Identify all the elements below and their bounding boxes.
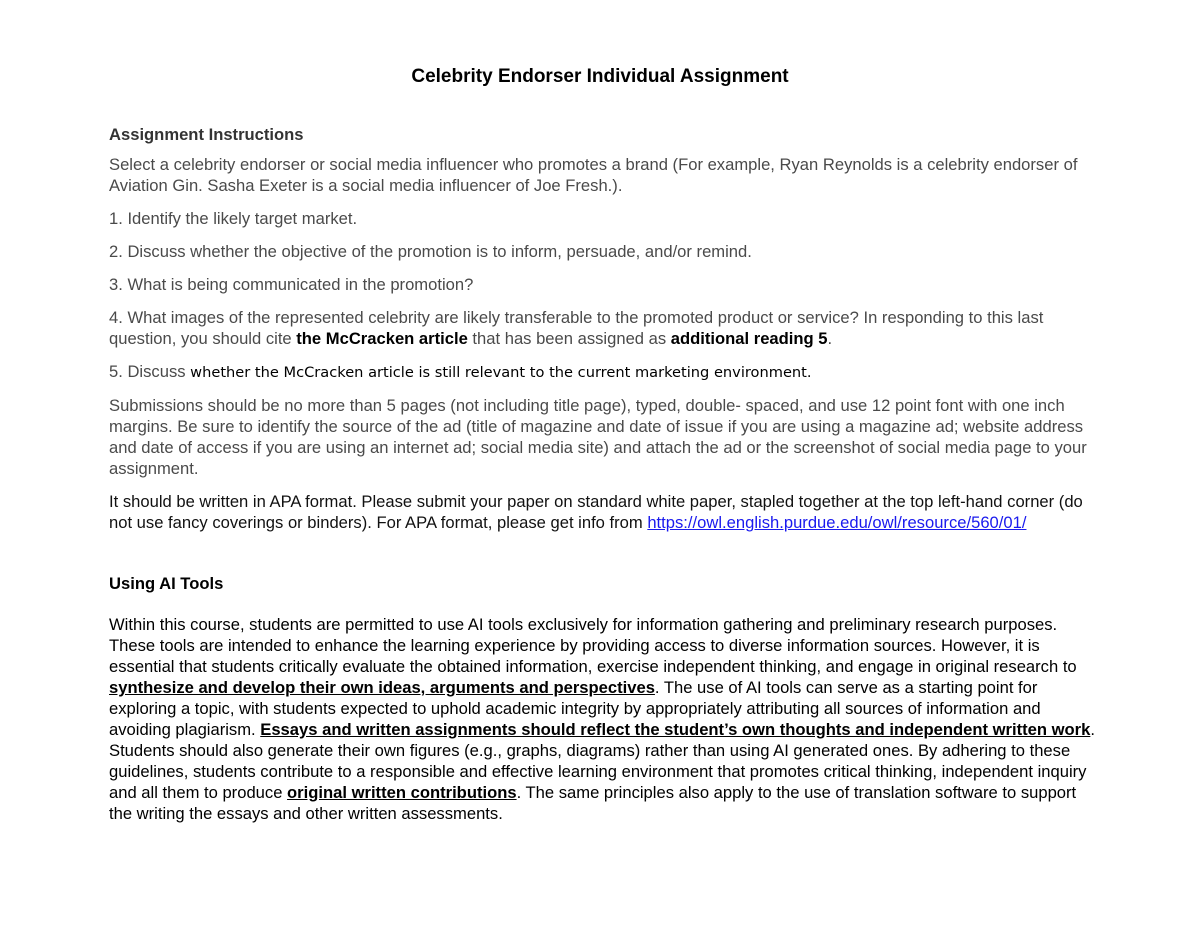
question-4-text: 4. What images of the represented celebrity are likely transferable to the promoted product or service? In responding to this last question, you should cite [109,308,1044,348]
document-title: Celebrity Endorser Individual Assignment [411,66,789,87]
instructions-intro: Select a celebrity endorser or social media influencer who promotes a brand (For example, Ryan Reynolds is a celebrity endorser of Aviation Gin. Sasha Exeter is a social media influencer of Joe Fresh.). [109,155,1078,195]
mccracken-article-reference: the McCracken article [296,329,468,348]
ai-tools-heading: Using AI Tools [109,574,224,593]
submission-requirements: Submissions should be no more than 5 pages (not including title page), typed, double- spaced, and use 12 point font with one inch margins. Be sure to identify the source of the ad (title of magazine and date of issue if you are using a magazine ad; website address and date of access if you are using an internet ad; social media site) and attach the ad or the screenshot of social media page to your assignment. [109,396,1087,478]
question-5 [109,361,1099,383]
ai-policy-text-3: . Students should also generate their own figures (e.g., graphs, diagrams) rather than using AI generated ones. By adhering to these guidelines, students contribute to a responsible and effective learning environment that promotes critical thinking, independent inquiry and all them to produce [109,720,1095,802]
apa-format-text: It should be written in APA format. Please submit your paper on standard white paper, stapled together at the top left-hand corner (do not use fancy coverings or binders). For APA format, please get info from [109,492,1083,532]
ai-policy-emphasis-3: original written contributions [287,783,517,802]
question-5-text: whether the McCracken article is still relevant to the current marketing environment. [190,364,812,381]
ai-policy-text-4: . The same principles also apply to the use of translation software to support the writing the essays and other written assessments. [109,783,1077,823]
question-3: 3. What is being communicated in the promotion? [109,275,474,294]
question-4-text-cont: that has been assigned as [467,329,671,348]
ai-policy-text-2: . The use of AI tools can serve as a starting point for exploring a topic, with students expected to uphold academic integrity by appropriately attributing all sources of information and avoiding plagiarism. [109,678,1041,739]
ai-tools-policy [109,614,1099,824]
ai-policy-text-1: Within this course, students are permitted to use AI tools exclusively for information gathering and preliminary research purposes. These tools are intended to enhance the learning experience by providing access to diverse information sources. However, it is essential that students critically evaluate the obtained information, exercise independent thinking, and engage in original research to [109,615,1077,676]
question-1: 1. Identify the likely target market. [109,209,358,228]
question-5-prefix: 5. Discuss [109,362,191,381]
apa-format-note [109,491,1099,533]
instructions-heading: Assignment Instructions [109,125,304,144]
question-4-end: . [827,329,833,348]
ai-policy-emphasis-1: synthesize and develop their own ideas, arguments and perspectives [109,678,655,697]
question-4 [109,307,1099,349]
purdue-owl-link[interactable]: https://owl.english.purdue.edu/owl/resource/560/01/ [647,513,1027,532]
question-2: 2. Discuss whether the objective of the promotion is to inform, persuade, and/or remind. [109,242,752,261]
document-body [109,124,1099,824]
ai-policy-emphasis-2: Essays and written assignments should reflect the student’s own thoughts and independent written work [260,720,1091,739]
additional-reading-reference: additional reading 5 [670,329,828,348]
